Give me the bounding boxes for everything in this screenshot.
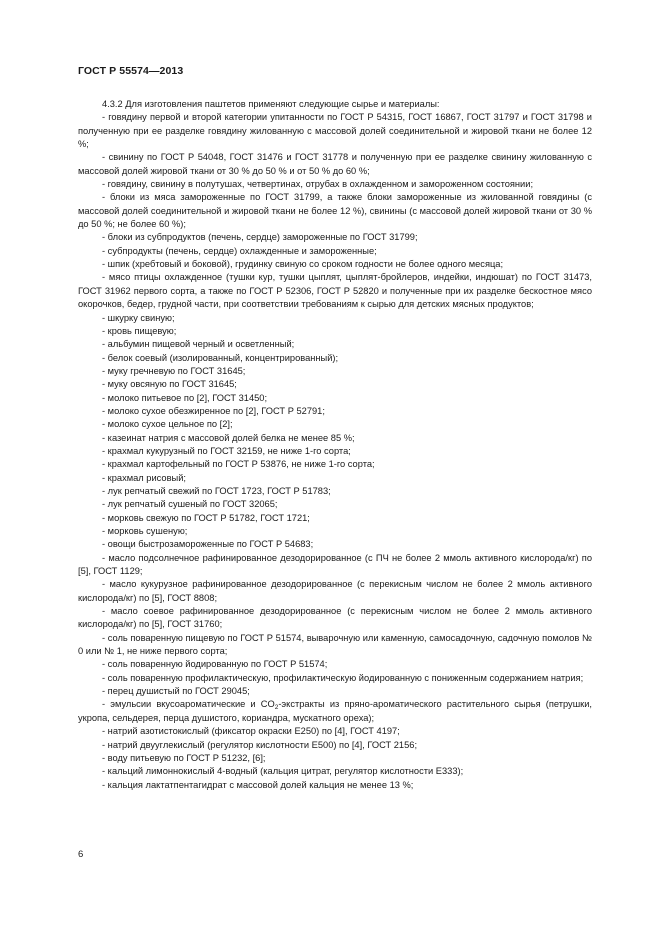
- list-item: - говядину, свинину в полутушах, четвертинах, отрубах в охлажденном и замороженном состоянии;: [102, 179, 534, 190]
- list-item: - муку гречневую по ГОСТ 31645;: [102, 365, 246, 376]
- list-item: - воду питьевую по ГОСТ Р 51232, [6];: [102, 752, 266, 763]
- list-item: - свинину по ГОСТ Р 54048, ГОСТ 31476 и ГОСТ 31778 и полученную при ее разделке свинину жилованную с массовой долей жировой ткани от 30 % до 50 % и от 50 % до 60 %;: [78, 152, 592, 176]
- list-item: - натрий двууглекислый (регулятор кислотности Е500) по [4], ГОСТ 2156;: [102, 739, 418, 750]
- list-item: - субпродукты (печень, сердце) охлажденные и замороженные;: [102, 245, 377, 256]
- list-item: - молоко сухое цельное по [2];: [102, 419, 233, 430]
- list-item: - кровь пищевую;: [102, 325, 177, 336]
- co2-text-before: - эмульсии вкусоароматические и CO: [102, 699, 275, 710]
- list-item: - казеинат натрия с массовой долей белка не менее 85 %;: [102, 432, 355, 443]
- list-item: - натрий азотистокислый (фиксатор окраски Е250) по [4], ГОСТ 4197;: [102, 726, 400, 737]
- section-body: [78, 98, 592, 792]
- document-header: ГОСТ Р 55574—2013: [78, 65, 184, 77]
- list-item: - мясо птицы охлажденное (тушки кур, тушки цыплят, цыплят-бройлеров, индейки, индюшат) по ГОСТ 31473, ГОСТ 31962 первого сорта, а также по ГОСТ Р 52306, ГОСТ Р 52820 и полученные при их разделке бескостное мясо окорочков, бедер, грудной части, при соответствии требованиям к сырью для детских мясных продуктов;: [78, 272, 592, 310]
- co2-text-after: -экстракты из пряно-ароматического растительного сырья (петрушки, укропа, сельдерея, перца душистого, кориандра, мускатного ореха);: [78, 699, 593, 723]
- list-item: - овощи быстрозамороженные по ГОСТ Р 54683;: [102, 539, 314, 550]
- list-item: [78, 698, 592, 725]
- list-item: - перец душистый по ГОСТ 29045;: [102, 686, 250, 697]
- materials-list-tail: [78, 725, 592, 792]
- list-item: - лук репчатый свежий по ГОСТ 1723, ГОСТ Р 51783;: [102, 485, 331, 496]
- section-intro: 4.3.2 Для изготовления паштетов применяют следующие сырье и материалы:: [102, 99, 440, 109]
- list-item: - блоки из мяса замороженные по ГОСТ 31799, а также блоки замороженные из жилованной говядины (с массовой долей соединительной и жировой ткани не более 12 %), свинины (с массовой долей жировой ткани от 30 % до 50 %; не более 60 %);: [78, 192, 592, 230]
- list-item: - лук репчатый сушеный по ГОСТ 32065;: [102, 499, 278, 510]
- list-item: - морковь сушеную;: [102, 526, 188, 536]
- list-item: - кальция лактатпентагидрат с массовой долей кальция не менее 13 %;: [102, 779, 414, 790]
- list-item: - масло кукурузное рафинированное дезодорированное (с перекисным числом не более 2 ммоль активного кислорода/кг) по [5], ГОСТ 8808;: [78, 579, 592, 603]
- co2-subscript: 2: [274, 704, 279, 712]
- list-item: - белок соевый (изолированный, концентрированный);: [102, 352, 339, 363]
- list-item: - морковь свежую по ГОСТ Р 51782, ГОСТ 1721;: [102, 512, 310, 523]
- list-item: - соль поваренную пищевую по ГОСТ Р 51574, выварочную или каменную, самосадочную, садочную помолов № 0 или № 1, не ниже первого сорта;: [78, 632, 592, 657]
- list-item: - кальций лимоннокислый 4-водный (кальция цитрат, регулятор кислотности Е333);: [102, 766, 464, 777]
- list-item: - муку овсяную по ГОСТ 31645;: [102, 379, 237, 390]
- list-item: - шпик (хребтовый и боковой), грудинку свиную со сроком годности не более одного месяца;: [102, 259, 504, 270]
- list-item: - соль поваренную йодированную по ГОСТ Р 51574;: [102, 659, 328, 670]
- materials-list: [78, 111, 592, 698]
- list-item: - альбумин пищевой черный и осветленный;: [102, 339, 295, 350]
- list-item: - блоки из субпродуктов (печень, сердце) замороженные по ГОСТ 31799;: [102, 232, 418, 243]
- page-number: 6: [78, 849, 84, 860]
- list-item: - крахмал рисовый;: [102, 472, 186, 483]
- list-item: - масло соевое рафинированное дезодорированное (с перекисным числом не более 2 ммоль активного кислорода/кг) по [5], ГОСТ 31760;: [78, 606, 592, 630]
- list-item: - крахмал картофельный по ГОСТ Р 53876, не ниже 1-го сорта;: [102, 459, 375, 470]
- list-item: - крахмал кукурузный по ГОСТ 32159, не ниже 1-го сорта;: [102, 445, 351, 456]
- list-item: - молоко сухое обезжиренное по [2], ГОСТ Р 52791;: [102, 405, 325, 416]
- list-item: - соль поваренную профилактическую, профилактическую йодированную с пониженным содержанием натрия;: [102, 672, 584, 683]
- list-item: - шкурку свиную;: [102, 312, 175, 323]
- list-item: - говядину первой и второй категории упитанности по ГОСТ Р 54315, ГОСТ 16867, ГОСТ 31797 и ГОСТ 31798 и полученную при ее разделке говядину жилованную с массовой долей соединительной и жировой ткани не более 12 %;: [78, 112, 592, 150]
- list-item: - масло подсолнечное рафинированное дезодорированное (с ПЧ не более 2 ммоль активного кислорода/кг) по [5], ГОСТ 1129;: [78, 552, 592, 577]
- list-item: - молоко питьевое по [2], ГОСТ 31450;: [102, 392, 268, 403]
